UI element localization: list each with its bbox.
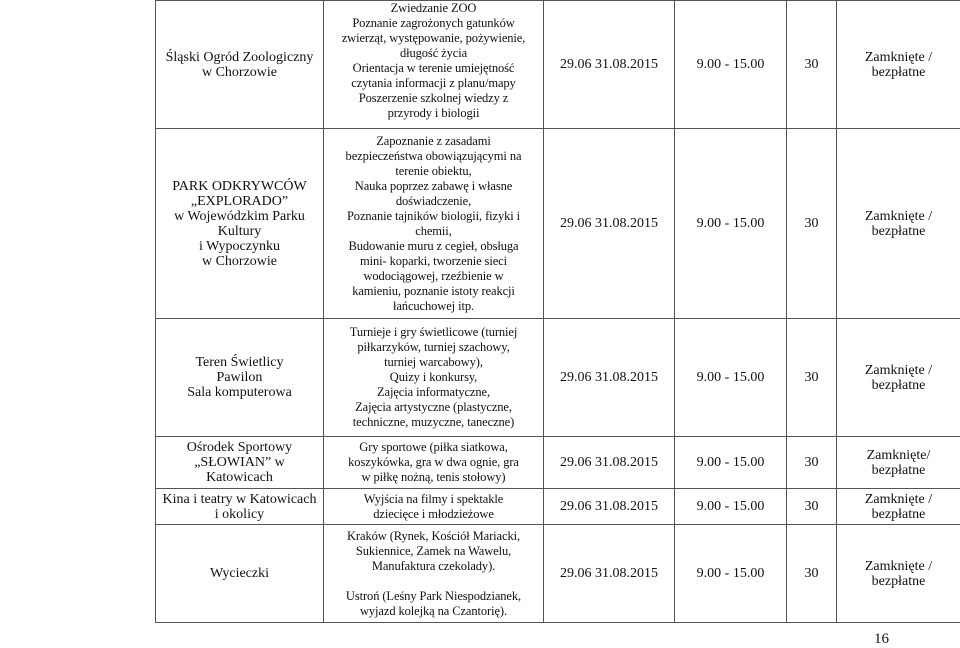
place-cell-line: „SŁOWIAN” w — [160, 455, 319, 470]
place-cell — [156, 129, 324, 319]
program-cell-line: Nauka poprzez zabawę i własne — [328, 179, 539, 194]
participants-cell: 30 — [787, 437, 837, 489]
program-cell-line: łańcuchowej itp. — [328, 299, 539, 314]
program-cell-line: Zwiedzanie ZOO — [328, 1, 539, 16]
status-cell-line: Zamknięte / — [841, 559, 956, 574]
place-cell-line: w Chorzowie — [160, 65, 319, 80]
place-cell — [156, 1, 324, 129]
program-cell-line: czytania informacji z planu/mapy — [328, 76, 539, 91]
program-cell-line: Poszerzenie szkolnej wiedzy z — [328, 91, 539, 106]
status-cell-line: bezpłatne — [841, 65, 956, 80]
status-cell-line: bezpłatne — [841, 224, 956, 239]
place-cell-line: PARK ODKRYWCÓW — [160, 179, 319, 194]
status-cell-line: Zamknięte / — [841, 492, 956, 507]
status-cell — [837, 129, 960, 319]
program-cell — [324, 129, 544, 319]
dates-cell: 29.06 31.08.2015 — [544, 129, 675, 319]
dates-cell: 29.06 31.08.2015 — [544, 319, 675, 437]
hours-cell: 9.00 - 15.00 — [675, 319, 787, 437]
place-cell-line: Sala komputerowa — [160, 385, 319, 400]
table-row — [156, 489, 960, 525]
program-cell-line: wodociągowej, rzeźbienie w — [328, 269, 539, 284]
program-cell-line: przyrody i biologii — [328, 106, 539, 121]
program-cell-line: chemii, — [328, 224, 539, 239]
program-cell-line: mini- koparki, tworzenie sieci — [328, 254, 539, 269]
program-cell-line: długość życia — [328, 46, 539, 61]
program-cell-line: Zajęcia artystyczne (plastyczne, — [328, 400, 539, 415]
place-cell — [156, 437, 324, 489]
table-row — [156, 525, 960, 623]
table-row — [156, 129, 960, 319]
program-cell-line: Budowanie muru z cegieł, obsługa — [328, 239, 539, 254]
table-row — [156, 1, 960, 129]
place-cell-line: Katowicach — [160, 470, 319, 485]
hours-cell: 9.00 - 15.00 — [675, 129, 787, 319]
status-cell — [837, 489, 960, 525]
program-cell-line: Gry sportowe (piłka siatkowa, — [328, 440, 539, 455]
status-cell — [837, 525, 960, 623]
program-cell — [324, 437, 544, 489]
status-cell-line: Zamknięte / — [841, 363, 956, 378]
program-cell-line: Sukiennice, Zamek na Wawelu, — [328, 544, 539, 559]
program-cell-line: bezpieczeństwa obowiązującymi na — [328, 149, 539, 164]
dates-cell: 29.06 31.08.2015 — [544, 437, 675, 489]
program-cell-line — [328, 574, 539, 589]
place-cell-line: Teren Świetlicy — [160, 355, 319, 370]
place-cell-line: Pawilon — [160, 370, 319, 385]
program-cell-line: Orientacja w terenie umiejętność — [328, 61, 539, 76]
status-cell-line: bezpłatne — [841, 574, 956, 589]
program-cell-line: Poznanie tajników biologii, fizyki i — [328, 209, 539, 224]
program-cell-line: doświadczenie, — [328, 194, 539, 209]
program-cell-line: Kraków (Rynek, Kościół Mariacki, — [328, 529, 539, 544]
place-cell-line: w Wojewódzkim Parku — [160, 209, 319, 224]
table-row — [156, 437, 960, 489]
status-cell-line: bezpłatne — [841, 507, 956, 522]
program-cell-line: kamieniu, poznanie istoty reakcji — [328, 284, 539, 299]
program-cell-line: Ustroń (Leśny Park Niespodzianek, — [328, 589, 539, 604]
status-cell-line: Zamknięte/ — [841, 448, 956, 463]
program-cell-line: techniczne, muzyczne, taneczne) — [328, 415, 539, 430]
status-cell — [837, 319, 960, 437]
place-cell-line: Wycieczki — [160, 566, 319, 581]
hours-cell: 9.00 - 15.00 — [675, 437, 787, 489]
program-cell-line: koszykówka, gra w dwa ognie, gra — [328, 455, 539, 470]
participants-cell: 30 — [787, 489, 837, 525]
program-cell — [324, 1, 544, 129]
status-cell-line: Zamknięte / — [841, 50, 956, 65]
status-cell — [837, 1, 960, 129]
dates-cell: 29.06 31.08.2015 — [544, 489, 675, 525]
program-cell-line: Manufaktura czekolady). — [328, 559, 539, 574]
hours-cell: 9.00 - 15.00 — [675, 1, 787, 129]
schedule-table — [155, 0, 960, 623]
program-cell — [324, 319, 544, 437]
program-cell-line: wyjazd kolejką na Czantorię). — [328, 604, 539, 619]
program-cell-line: Poznanie zagrożonych gatunków — [328, 16, 539, 31]
table-row — [156, 319, 960, 437]
schedule-body — [156, 1, 960, 623]
place-cell-line: i okolicy — [160, 507, 319, 522]
program-cell-line: piłkarzyków, turniej szachowy, — [328, 340, 539, 355]
program-cell — [324, 525, 544, 623]
hours-cell: 9.00 - 15.00 — [675, 525, 787, 623]
hours-cell: 9.00 - 15.00 — [675, 489, 787, 525]
place-cell — [156, 525, 324, 623]
place-cell — [156, 489, 324, 525]
page-number: 16 — [874, 631, 889, 648]
participants-cell: 30 — [787, 319, 837, 437]
program-cell-line: Zajęcia informatyczne, — [328, 385, 539, 400]
place-cell-line: w Chorzowie — [160, 254, 319, 269]
program-cell-line: Turnieje i gry świetlicowe (turniej — [328, 325, 539, 340]
program-cell-line: Wyjścia na filmy i spektakle — [328, 492, 539, 507]
program-cell-line: dziecięce i młodzieżowe — [328, 507, 539, 522]
status-cell-line: Zamknięte / — [841, 209, 956, 224]
dates-cell: 29.06 31.08.2015 — [544, 525, 675, 623]
participants-cell: 30 — [787, 1, 837, 129]
status-cell-line: bezpłatne — [841, 463, 956, 478]
status-cell-line: bezpłatne — [841, 378, 956, 393]
place-cell-line: Ośrodek Sportowy — [160, 440, 319, 455]
program-cell-line: Zapoznanie z zasadami — [328, 134, 539, 149]
participants-cell: 30 — [787, 525, 837, 623]
program-cell-line: turniej warcabowy), — [328, 355, 539, 370]
program-cell-line: Quizy i konkursy, — [328, 370, 539, 385]
place-cell-line: Kina i teatry w Katowicach — [160, 492, 319, 507]
program-cell-line: w piłkę nożną, tenis stołowy) — [328, 470, 539, 485]
status-cell — [837, 437, 960, 489]
place-cell-line: i Wypoczynku — [160, 239, 319, 254]
program-cell-line: terenie obiektu, — [328, 164, 539, 179]
place-cell — [156, 319, 324, 437]
program-cell-line: zwierząt, występowanie, pożywienie, — [328, 31, 539, 46]
dates-cell: 29.06 31.08.2015 — [544, 1, 675, 129]
place-cell-line: „EXPLORADO” — [160, 194, 319, 209]
place-cell-line: Kultury — [160, 224, 319, 239]
place-cell-line: Śląski Ogród Zoologiczny — [160, 50, 319, 65]
program-cell — [324, 489, 544, 525]
participants-cell: 30 — [787, 129, 837, 319]
